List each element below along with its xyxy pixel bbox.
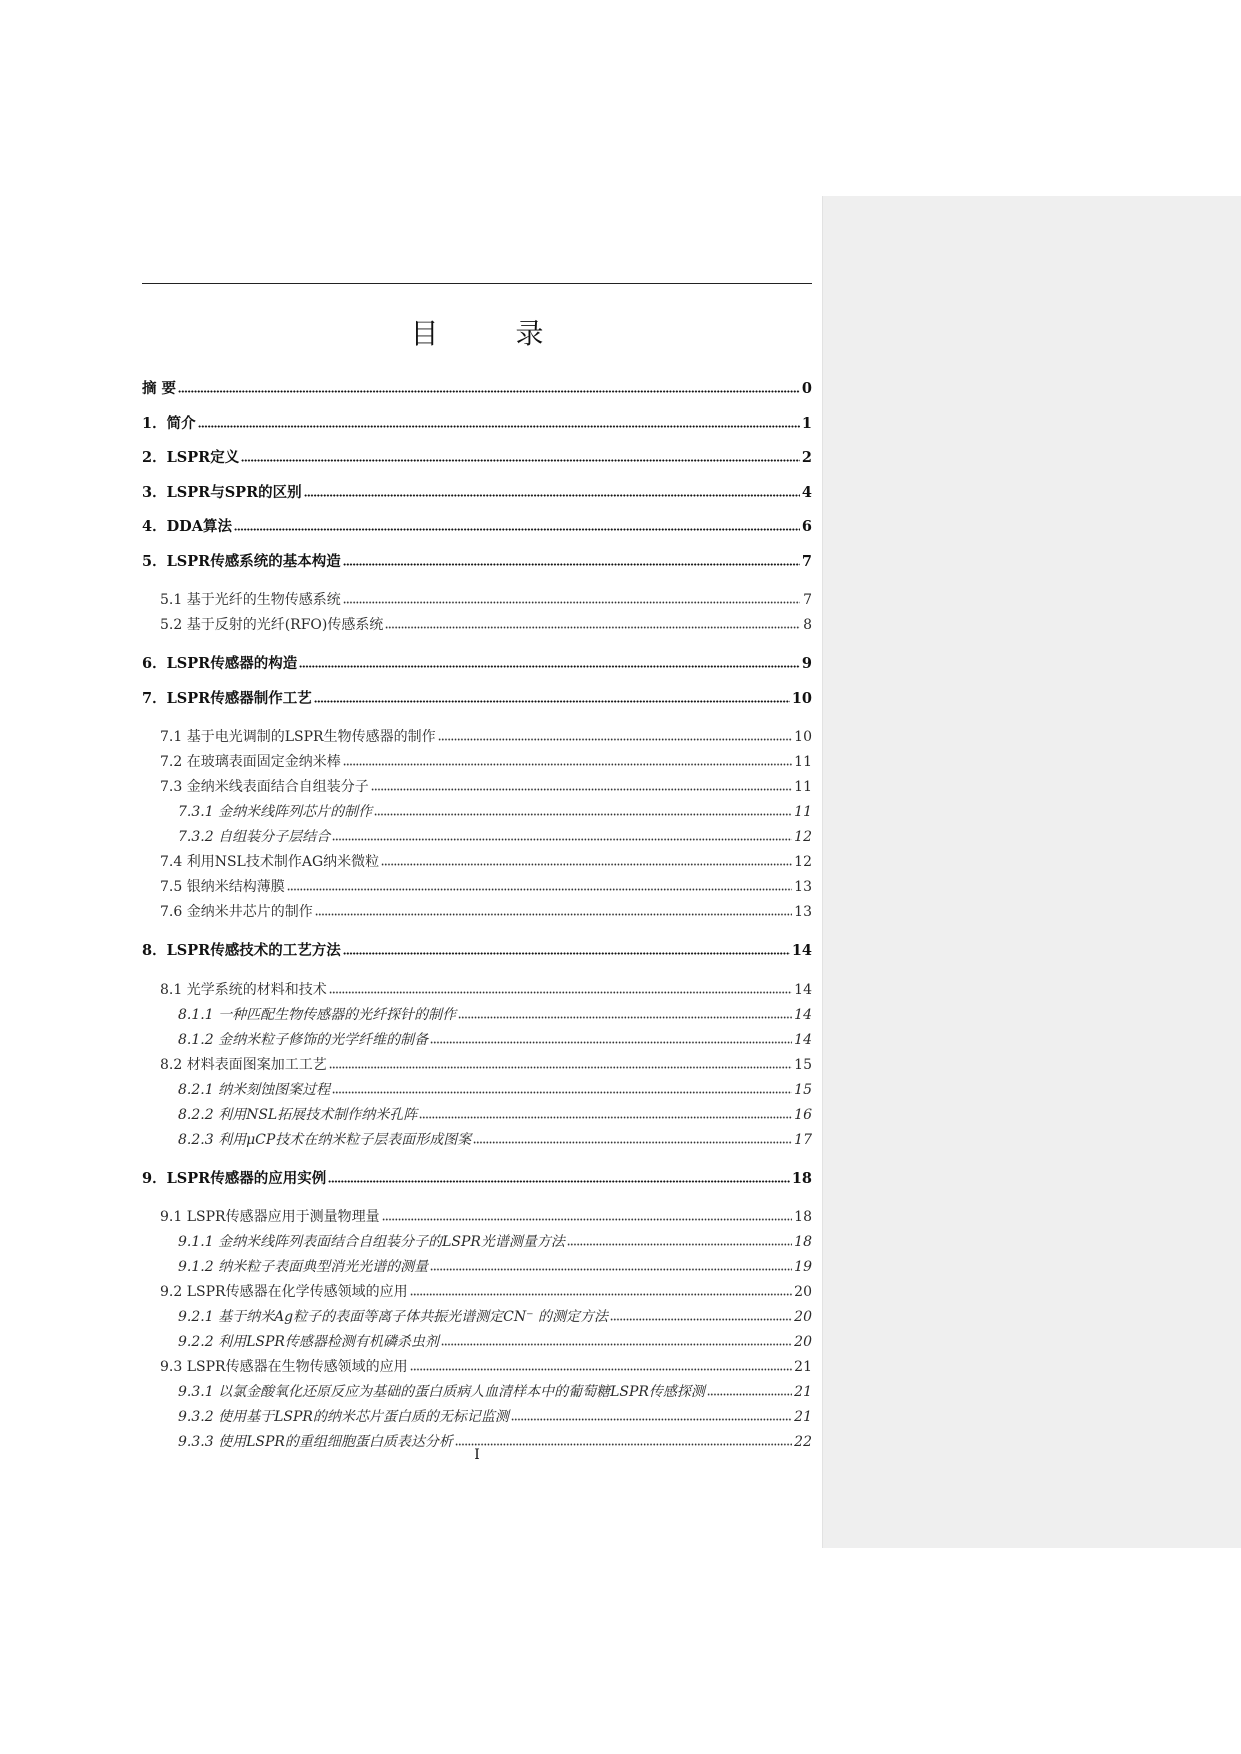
toc-dot-leader xyxy=(299,654,800,669)
toc-dot-leader xyxy=(343,941,790,956)
toc-entry-label: 7．LSPR传感器制作工艺 xyxy=(142,689,312,707)
toc-entry[interactable] xyxy=(142,850,812,875)
toc-dot-leader xyxy=(343,551,800,566)
toc-entry[interactable] xyxy=(142,476,812,511)
toc-entry[interactable] xyxy=(142,825,812,850)
toc-entry-label: 9.3.1 以氯金酸氧化还原反应为基础的蛋白质病人血清样本中的葡萄糖LSPR传感探测 xyxy=(178,1384,705,1400)
toc-dot-leader xyxy=(381,852,792,866)
toc-dot-leader xyxy=(332,827,792,841)
toc-entry-page: 4 xyxy=(801,483,812,501)
toc-dot-leader xyxy=(610,1307,792,1321)
toc-dot-leader xyxy=(329,980,792,994)
toc-entry-label: 2．LSPR定义 xyxy=(142,449,240,466)
toc-entry-label: 7.3 金纳米线表面结合自组装分子 xyxy=(160,779,369,795)
toc-dot-leader xyxy=(511,1407,792,1421)
toc-entry-page: 0 xyxy=(801,380,812,397)
toc-entry-label: 5．LSPR传感系统的基本构造 xyxy=(142,552,341,570)
toc-title: 目 录 xyxy=(410,317,578,350)
toc-entry[interactable] xyxy=(142,682,812,717)
toc-entry-page: 2 xyxy=(801,449,812,466)
toc-entry-label: 9．LSPR传感器的应用实例 xyxy=(142,1169,327,1187)
toc-dot-leader xyxy=(304,482,800,497)
toc-entry-page: 21 xyxy=(794,1359,812,1375)
toc-entry-label: 8.2.2 利用NSL拓展技术制作纳米孔阵 xyxy=(178,1106,418,1123)
toc-dot-leader xyxy=(473,1130,792,1144)
toc-entry-label: 摘 要 xyxy=(142,380,177,397)
toc-dot-leader xyxy=(382,1207,793,1221)
toc-dot-leader xyxy=(410,1282,793,1296)
toc-dot-leader xyxy=(328,1168,790,1183)
toc-dot-leader xyxy=(707,1382,792,1396)
toc-entry-page: 10 xyxy=(791,689,812,707)
toc-entry-page: 17 xyxy=(794,1131,812,1148)
toc-dot-leader xyxy=(371,777,792,791)
toc-entry-label: 5.2 基于反射的光纤(RFO)传感系统 xyxy=(160,617,384,633)
toc-entry[interactable] xyxy=(142,1103,812,1128)
toc-entry-page: 16 xyxy=(794,1106,812,1123)
toc-entry-label: 8.2.3 利用μCP技术在纳米粒子层表面形成图案 xyxy=(178,1131,472,1148)
toc-entry-page: 14 xyxy=(794,1006,812,1023)
toc-entry-label: 7.6 金纳米井芯片的制作 xyxy=(160,904,313,920)
toc-entry-page: 12 xyxy=(794,829,812,845)
toc-entry-label: 9.3 LSPR传感器在生物传感领域的应用 xyxy=(160,1359,408,1375)
toc-dot-leader xyxy=(178,379,800,394)
toc-entry[interactable] xyxy=(142,647,812,682)
toc-entry[interactable] xyxy=(142,934,812,969)
page-number: I xyxy=(474,1447,480,1463)
toc-entry-label: 9.3.2 使用基于LSPR的纳米芯片蛋白质的无标记监测 xyxy=(178,1409,509,1425)
toc-entry-label: 9.2 LSPR传感器在化学传感领域的应用 xyxy=(160,1284,408,1300)
toc-entry-label: 7.5 银纳米结构薄膜 xyxy=(160,879,285,895)
toc-entry-label: 8.2.1 纳米刻蚀图案过程 xyxy=(178,1081,331,1098)
toc-entry-page: 11 xyxy=(794,804,812,820)
toc-entry[interactable] xyxy=(142,1355,812,1380)
toc-dot-leader xyxy=(410,1357,793,1371)
comment-pane xyxy=(822,196,1241,1548)
toc-entry-label: 9.1.1 金纳米线阵列表面结合自组装分子的LSPR光谱测量方法 xyxy=(178,1234,565,1250)
toc-entry-label: 1．简介 xyxy=(142,414,196,432)
toc-entry-label: 7.1 基于电光调制的LSPR生物传感器的制作 xyxy=(160,729,436,745)
toc-entry-label: 9.2.1 基于纳米Ag粒子的表面等离子体共振光谱测定CN⁻ 的测定方法 xyxy=(178,1309,608,1325)
toc-entry-page: 9 xyxy=(801,655,812,672)
toc-entry-page: 14 xyxy=(791,942,812,959)
toc-dot-leader xyxy=(419,1105,792,1119)
toc-entry-page: 6 xyxy=(801,518,812,535)
toc-dot-leader xyxy=(287,877,792,891)
toc-entry-page: 11 xyxy=(794,779,812,795)
toc-entry[interactable] xyxy=(142,407,812,442)
toc-entry[interactable] xyxy=(142,1330,812,1355)
toc-entry-page: 11 xyxy=(794,754,812,770)
toc-entry-page: 14 xyxy=(794,981,812,998)
toc-dot-leader xyxy=(455,1432,792,1446)
toc-entry-label: 7.3.1 金纳米线阵列芯片的制作 xyxy=(178,804,373,820)
toc-dot-leader xyxy=(314,688,790,703)
toc-entry-label: 8.1.1 一种匹配生物传感器的光纤探针的制作 xyxy=(178,1006,457,1023)
toc-entry[interactable] xyxy=(142,775,812,800)
toc-dot-leader xyxy=(430,1030,792,1044)
toc-dot-leader xyxy=(458,1005,792,1019)
toc-entry[interactable] xyxy=(142,1205,812,1230)
toc-entry-page: 7 xyxy=(801,552,812,570)
toc-dot-leader xyxy=(567,1232,792,1246)
toc-entry[interactable] xyxy=(142,875,812,900)
toc-entry-label: 9.1 LSPR传感器应用于测量物理量 xyxy=(160,1209,380,1225)
toc-dot-leader xyxy=(374,802,792,816)
toc-dot-leader xyxy=(315,902,792,916)
toc-entry[interactable] xyxy=(142,1280,812,1305)
toc-entry[interactable] xyxy=(142,545,812,580)
toc-entry[interactable] xyxy=(142,1028,812,1053)
toc-entry[interactable] xyxy=(142,1128,812,1153)
toc-entry-page: 20 xyxy=(794,1309,812,1325)
toc-entry-page: 14 xyxy=(794,1031,812,1048)
toc-entry-label: 6．LSPR传感器的构造 xyxy=(142,655,298,672)
toc-entry-page: 18 xyxy=(794,1209,812,1225)
toc-entry-page: 20 xyxy=(794,1284,812,1300)
toc-entry-page: 20 xyxy=(794,1334,812,1350)
toc-entry-page: 15 xyxy=(794,1056,812,1073)
toc-entry-label: 9.1.2 纳米粒子表面典型消光光谱的测量 xyxy=(178,1259,429,1275)
toc-entry-page: 8 xyxy=(803,617,812,633)
toc-dot-leader xyxy=(198,413,800,428)
toc-dot-leader xyxy=(343,590,800,604)
toc-entry-label: 7.4 利用NSL技术制作AG纳米微粒 xyxy=(160,854,380,870)
table-of-contents xyxy=(142,372,812,1455)
toc-entry[interactable] xyxy=(142,510,812,545)
toc-dot-leader xyxy=(441,1332,792,1346)
toc-entry-page: 7 xyxy=(803,592,812,608)
toc-entry-page: 21 xyxy=(794,1384,812,1400)
toc-entry[interactable] xyxy=(142,372,812,407)
toc-entry[interactable] xyxy=(142,1405,812,1430)
toc-dot-leader xyxy=(385,615,800,629)
toc-entry[interactable] xyxy=(142,588,812,613)
toc-entry[interactable] xyxy=(142,725,812,750)
toc-entry-page: 12 xyxy=(794,854,812,870)
toc-entry-page: 10 xyxy=(794,729,812,745)
toc-dot-leader xyxy=(430,1257,792,1271)
toc-entry-page: 18 xyxy=(794,1234,812,1250)
toc-entry[interactable] xyxy=(142,800,812,825)
toc-entry[interactable] xyxy=(142,900,812,925)
toc-entry[interactable] xyxy=(142,1078,812,1103)
toc-entry[interactable] xyxy=(142,978,812,1003)
toc-entry-label: 7.2 在玻璃表面固定金纳米棒 xyxy=(160,754,341,770)
toc-entry-label: 9.2.2 利用LSPR传感器检测有机磷杀虫剂 xyxy=(178,1334,439,1350)
toc-entry-page: 22 xyxy=(794,1434,812,1450)
toc-entry[interactable] xyxy=(142,613,812,638)
toc-entry[interactable] xyxy=(142,1162,812,1197)
toc-entry-label: 8.1.2 金纳米粒子修饰的光学纤维的制备 xyxy=(178,1031,429,1048)
toc-entry[interactable] xyxy=(142,1053,812,1078)
toc-entry[interactable] xyxy=(142,1305,812,1330)
toc-dot-leader xyxy=(234,517,800,532)
toc-entry-label: 8.1 光学系统的材料和技术 xyxy=(160,981,327,998)
toc-entry[interactable] xyxy=(142,1230,812,1255)
toc-entry-page: 13 xyxy=(794,879,812,895)
toc-dot-leader xyxy=(438,727,793,741)
toc-entry-label: 9.3.3 使用LSPR的重组细胞蛋白质表达分析 xyxy=(178,1434,453,1450)
toc-entry-page: 18 xyxy=(791,1169,812,1187)
toc-entry-label: 8.2 材料表面图案加工工艺 xyxy=(160,1056,327,1073)
toc-entry-page: 1 xyxy=(801,414,812,432)
header-rule xyxy=(142,283,812,284)
toc-entry-label: 3．LSPR与SPR的区别 xyxy=(142,483,302,501)
toc-entry-page: 13 xyxy=(794,904,812,920)
toc-entry[interactable] xyxy=(142,441,812,476)
toc-entry-page: 19 xyxy=(794,1259,812,1275)
toc-entry-label: 7.3.2 自组装分子层结合 xyxy=(178,829,331,845)
toc-entry-label: 8．LSPR传感技术的工艺方法 xyxy=(142,942,341,959)
toc-entry[interactable] xyxy=(142,1003,812,1028)
toc-dot-leader xyxy=(343,752,792,766)
toc-entry[interactable] xyxy=(142,750,812,775)
toc-entry-page: 15 xyxy=(794,1081,812,1098)
toc-dot-leader xyxy=(241,448,800,463)
toc-entry[interactable] xyxy=(142,1255,812,1280)
toc-dot-leader xyxy=(332,1080,792,1094)
toc-dot-leader xyxy=(329,1055,792,1069)
toc-entry-label: 5.1 基于光纤的生物传感系统 xyxy=(160,592,341,608)
toc-entry-page: 21 xyxy=(794,1409,812,1425)
toc-entry[interactable] xyxy=(142,1380,812,1405)
toc-entry-label: 4．DDA算法 xyxy=(142,518,232,535)
